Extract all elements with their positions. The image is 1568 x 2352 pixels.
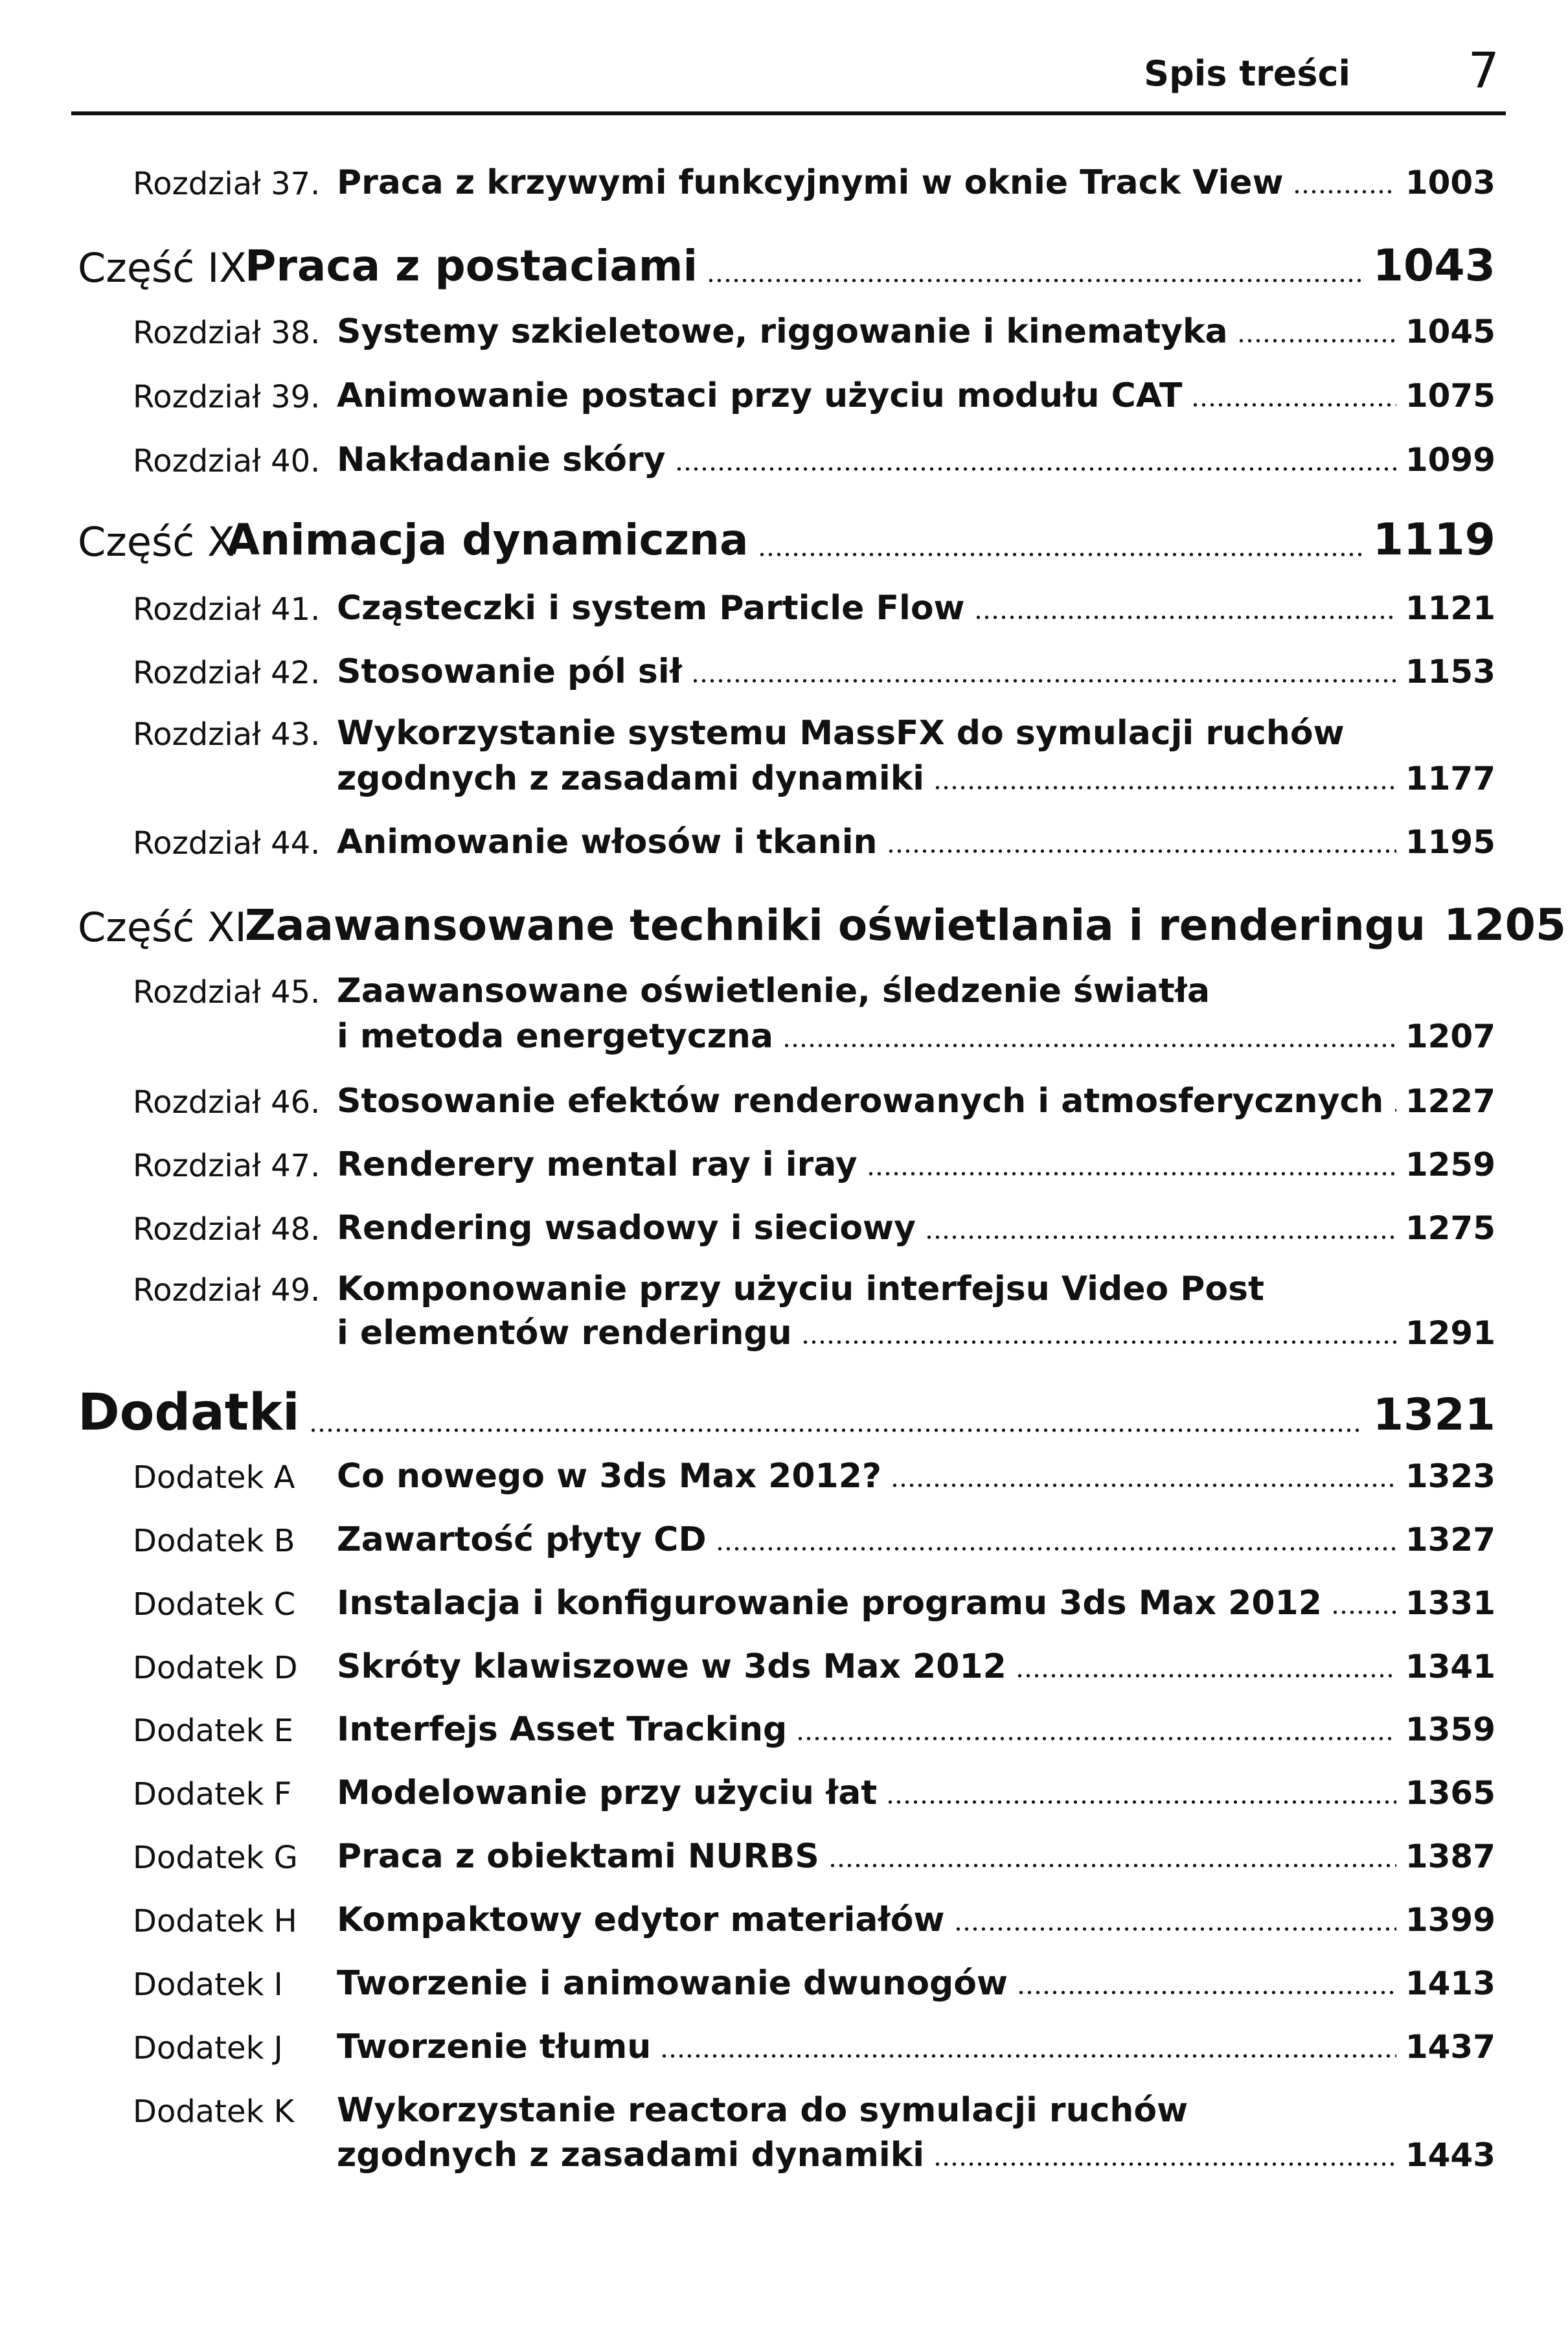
- dot-leader: [691, 678, 1396, 683]
- entry-label: Dodatek D: [133, 1650, 298, 1686]
- toc-entry-chapter-44[interactable]: [0, 820, 1568, 862]
- toc-entry-appendix-a[interactable]: [0, 1454, 1568, 1496]
- entry-label: Rozdział 40.: [133, 443, 321, 479]
- entry-page: 1153: [1405, 653, 1495, 691]
- toc-entry-appendix-c[interactable]: [0, 1581, 1568, 1623]
- dot-leader: [1392, 1108, 1396, 1113]
- entry-title: Interfejs Asset Tracking: [337, 1710, 788, 1749]
- header-title: Spis treści: [1144, 53, 1350, 94]
- dot-leader: [675, 466, 1396, 472]
- toc-entry-chapter-45[interactable]: [0, 969, 1568, 1008]
- part-title: Praca z postaciami: [245, 241, 698, 291]
- toc-entry-chapter-49-cont[interactable]: [0, 1311, 1568, 1353]
- entry-label: Dodatek E: [133, 1713, 293, 1749]
- toc-entry-appendix-e[interactable]: [0, 1707, 1568, 1749]
- appendices-title: Dodatki: [78, 1384, 300, 1442]
- entry-label: Rozdział 46.: [133, 1084, 321, 1121]
- toc-entry-chapter-48[interactable]: [0, 1206, 1568, 1248]
- entry-page: 1195: [1405, 823, 1495, 861]
- entry-title: Praca z obiektami NURBS: [337, 1837, 819, 1876]
- toc-entry-part-ix[interactable]: [0, 236, 1568, 291]
- entry-page: 1443: [1405, 2136, 1495, 2174]
- entry-label: Rozdział 38.: [133, 315, 321, 351]
- entry-page: 1399: [1405, 1901, 1495, 1939]
- dot-leader: [796, 1736, 1396, 1741]
- entry-label: Rozdział 41.: [133, 591, 321, 628]
- entry-title: Cząsteczki i system Particle Flow: [337, 589, 965, 628]
- toc-entry-appendix-k[interactable]: [0, 2088, 1568, 2130]
- toc-entry-chapter-46[interactable]: [0, 1079, 1568, 1121]
- entry-label: Rozdział 44.: [133, 825, 321, 862]
- toc-entry-appendix-b[interactable]: [0, 1518, 1568, 1557]
- entry-label: Dodatek F: [133, 1776, 292, 1812]
- entry-title: Rendering wsadowy i sieciowy: [337, 1209, 916, 1248]
- dot-leader: [1016, 1673, 1396, 1678]
- entry-label: Rozdział 45.: [133, 974, 321, 1010]
- entry-page: 1003: [1405, 164, 1495, 201]
- toc-entry-appendix-j[interactable]: [0, 2025, 1568, 2064]
- dot-leader: [758, 552, 1364, 557]
- toc-entry-chapter-39[interactable]: [0, 374, 1568, 413]
- toc-entry-appendix-f[interactable]: [0, 1771, 1568, 1810]
- dot-leader: [1017, 1990, 1396, 1995]
- appendices-page: 1321: [1372, 1389, 1495, 1441]
- entry-page: 1045: [1405, 313, 1495, 350]
- dot-leader: [887, 849, 1396, 854]
- toc-entry-chapter-38[interactable]: [0, 310, 1568, 351]
- toc-entry-chapter-37[interactable]: [0, 161, 1568, 200]
- toc-entry-chapter-43-cont[interactable]: [0, 757, 1568, 798]
- entry-label: Rozdział 49.: [133, 1272, 321, 1308]
- dot-leader: [925, 1235, 1396, 1240]
- entry-page: 1099: [1405, 441, 1495, 479]
- dot-leader: [933, 785, 1396, 790]
- toc-entry-appendix-h[interactable]: [0, 1898, 1568, 1937]
- entry-page: 1291: [1405, 1314, 1495, 1352]
- entry-page: 1365: [1405, 1774, 1495, 1812]
- dot-leader: [1331, 1610, 1396, 1615]
- entry-label: Dodatek B: [133, 1523, 295, 1559]
- entry-page: 1359: [1405, 1711, 1495, 1748]
- toc-entry-chapter-43[interactable]: [0, 711, 1568, 753]
- entry-title-line2: zgodnych z zasadami dynamiki: [337, 759, 925, 798]
- entry-label: Dodatek C: [133, 1586, 296, 1623]
- entry-label: Rozdział 37.: [133, 166, 321, 202]
- entry-title-line2: i metoda energetyczna: [337, 1017, 774, 1056]
- entry-label: Dodatek H: [133, 1903, 297, 1939]
- entry-page: 1207: [1405, 1018, 1495, 1055]
- toc-entry-chapter-41[interactable]: [0, 586, 1568, 628]
- entry-page: 1413: [1405, 1965, 1495, 2002]
- dot-leader: [660, 2053, 1396, 2059]
- entry-title: Co nowego w 3ds Max 2012?: [337, 1457, 882, 1496]
- toc-entry-appendix-d[interactable]: [0, 1645, 1568, 1684]
- entry-label: Rozdział 39.: [133, 379, 321, 415]
- entry-page: 1327: [1405, 1521, 1495, 1558]
- dot-leader: [801, 1340, 1396, 1345]
- entry-title-line2: i elementów renderingu: [337, 1314, 792, 1353]
- dot-leader: [707, 278, 1364, 283]
- dot-leader: [891, 1483, 1396, 1488]
- toc-entry-appendix-k-cont[interactable]: [0, 2133, 1568, 2175]
- entry-label: Rozdział 47.: [133, 1148, 321, 1184]
- toc-entry-appendix-i[interactable]: [0, 1961, 1568, 2003]
- part-page: 1205: [1443, 900, 1567, 951]
- entry-title: Praca z krzywymi funkcyjnymi w oknie Track View: [337, 163, 1284, 202]
- entry-page: 1341: [1405, 1648, 1495, 1685]
- entry-page: 1275: [1405, 1209, 1495, 1247]
- dot-leader: [867, 1171, 1396, 1176]
- dot-leader: [954, 1926, 1396, 1932]
- entry-page: 1227: [1405, 1082, 1495, 1120]
- dot-leader: [1237, 338, 1396, 343]
- toc-entry-appendices[interactable]: [0, 1380, 1568, 1442]
- entry-title: Kompaktowy edytor materiałów: [337, 1901, 945, 1939]
- toc-entry-chapter-42[interactable]: [0, 650, 1568, 689]
- entry-page: 1121: [1405, 589, 1495, 627]
- toc-entry-part-xi[interactable]: [0, 896, 1568, 951]
- entry-label: Dodatek A: [133, 1459, 295, 1496]
- entry-page: 1259: [1405, 1146, 1495, 1183]
- entry-label: Rozdział 48.: [133, 1211, 321, 1248]
- part-label: Część IX: [78, 244, 247, 291]
- entry-label: Dodatek G: [133, 1840, 298, 1876]
- entry-title: Renderery mental ray i iray: [337, 1145, 858, 1184]
- entry-page: 1323: [1405, 1457, 1495, 1495]
- entry-title: Stosowanie pól sił: [337, 652, 682, 691]
- part-label: Część X: [78, 518, 235, 565]
- entry-title-line1: Zaawansowane oświetlenie, śledzenie światła: [337, 972, 1210, 1010]
- dot-leader: [933, 2162, 1396, 2167]
- entry-title: Tworzenie i animowanie dwunogów: [337, 1964, 1008, 2003]
- toc-entry-chapter-45-cont[interactable]: [0, 1014, 1568, 1056]
- entry-title: Tworzenie tłumu: [337, 2027, 652, 2066]
- part-label: Część XI: [78, 904, 247, 951]
- entry-page: 1177: [1405, 760, 1495, 797]
- entry-title: Nakładanie skóry: [337, 440, 666, 479]
- entry-title: Animowanie włosów i tkanin: [337, 823, 878, 862]
- entry-label: Rozdział 43.: [133, 716, 321, 753]
- entry-page: 1437: [1405, 2028, 1495, 2066]
- entry-title: Systemy szkieletowe, riggowanie i kinematyka: [337, 312, 1228, 351]
- entry-title-line1: Wykorzystanie reactora do symulacji ruchów: [337, 2091, 1188, 2130]
- dot-leader: [309, 1428, 1364, 1433]
- entry-title: Skróty klawiszowe w 3ds Max 2012: [337, 1647, 1006, 1686]
- part-title: Animacja dynamiczna: [227, 515, 749, 565]
- entry-page: 1331: [1405, 1584, 1495, 1622]
- toc-entry-appendix-g[interactable]: [0, 1834, 1568, 1876]
- dot-leader: [828, 1863, 1396, 1868]
- dot-leader: [1191, 402, 1396, 407]
- entry-title: Instalacja i konfigurowanie programu 3ds Max 2012: [337, 1584, 1322, 1623]
- header-page-number: 7: [1468, 41, 1499, 99]
- entry-title-line2: zgodnych z zasadami dynamiki: [337, 2136, 925, 2175]
- entry-title: Stosowanie efektów renderowanych i atmosferycznych: [337, 1082, 1384, 1121]
- dot-leader: [886, 1799, 1396, 1805]
- toc-entry-chapter-40[interactable]: [0, 438, 1568, 477]
- part-title: Zaawansowane techniki oświetlania i renderingu: [245, 900, 1426, 950]
- entry-title: Animowanie postaci przy użyciu modułu CAT: [337, 376, 1183, 415]
- entry-label: Dodatek K: [133, 2094, 295, 2130]
- entry-title: Zawartość płyty CD: [337, 1520, 707, 1559]
- dot-leader: [974, 615, 1396, 620]
- toc-entry-chapter-47[interactable]: [0, 1143, 1568, 1182]
- toc-entry-chapter-49[interactable]: [0, 1267, 1568, 1306]
- entry-page: 1075: [1405, 377, 1495, 415]
- entry-page: 1387: [1405, 1838, 1495, 1875]
- toc-entry-part-x[interactable]: [0, 510, 1568, 565]
- entry-label: Dodatek I: [133, 1967, 283, 2003]
- entry-title: Modelowanie przy użyciu łat: [337, 1774, 878, 1812]
- dot-leader: [1293, 189, 1396, 194]
- entry-label: Dodatek J: [133, 2030, 283, 2066]
- dot-leader: [782, 1043, 1396, 1048]
- part-page: 1043: [1372, 240, 1495, 291]
- dot-leader: [716, 1546, 1396, 1551]
- entry-label: Rozdział 42.: [133, 655, 321, 691]
- part-page: 1119: [1372, 514, 1495, 565]
- entry-title-line1: Komponowanie przy użyciu interfejsu Video Post: [337, 1270, 1264, 1308]
- entry-title-line1: Wykorzystanie systemu MassFX do symulacji ruchów: [337, 714, 1345, 753]
